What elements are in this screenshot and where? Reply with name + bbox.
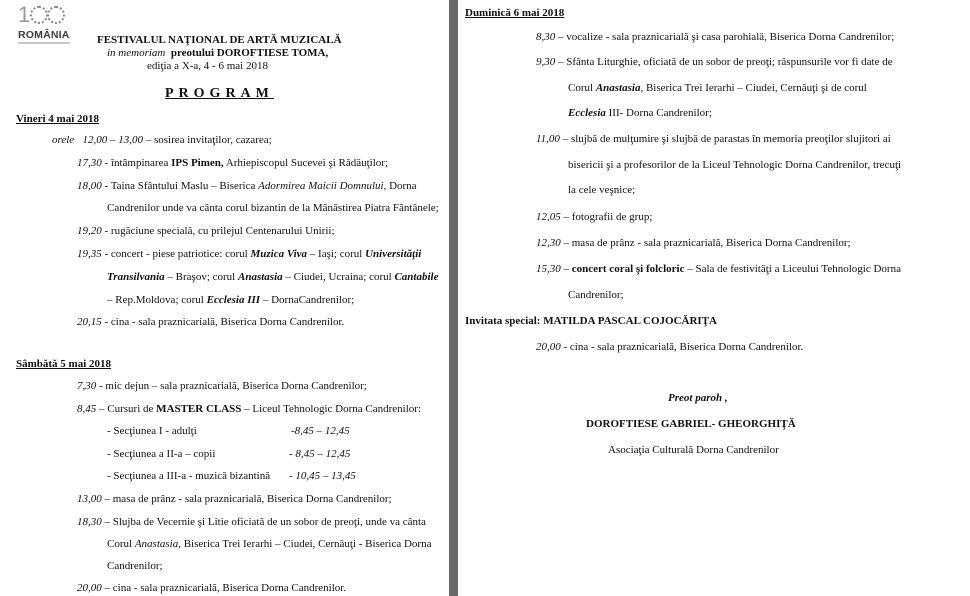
schedule-item <box>536 133 891 146</box>
item-text: – cina - sala praznicarială, Biserica Dorna Candrenilor. <box>101 582 347 594</box>
item-time: 11,00 <box>536 133 560 145</box>
signature-name: DOROFTIESE GABRIEL- GHEORGHIŢĂ <box>586 418 796 430</box>
item-text: – Sala de festivităţi a Liceului Tehnologic Dorna <box>684 263 901 275</box>
item-text: – fotografii de grup; <box>560 211 653 223</box>
masterclass-section-time: - 10,45 – 13,45 <box>289 470 356 482</box>
schedule-item <box>536 56 893 69</box>
item-text: - Taina Sfântului Maslu – Biserica <box>101 180 259 192</box>
schedule-item <box>536 237 851 250</box>
schedule-item-continuation: Candrenilor unde va cânta corul bizantin de la Mânăstirea Piatra Fântânele; <box>107 202 439 214</box>
schedule-item <box>52 134 272 147</box>
logo-one-icon: 1 <box>18 2 30 27</box>
festival-edition: ediţia a X-a, 4 - 6 mai 2018 <box>147 60 268 72</box>
schedule-item-continuation <box>568 82 867 95</box>
logo-ring-icon <box>30 6 48 24</box>
schedule-item <box>77 157 388 170</box>
item-time: 12,30 <box>536 237 561 249</box>
schedule-item <box>77 180 417 193</box>
item-time: 20,00 <box>77 582 102 594</box>
choir-name: Transilvania <box>107 271 165 283</box>
masterclass-section-time: - 8,45 – 12,45 <box>289 448 351 460</box>
item-text: - cina - sala praznicarială, Biserica Dorna Candrenilor. <box>560 341 804 353</box>
item-text: Corul <box>107 538 135 550</box>
item-text: – Braşov; corul <box>164 271 238 283</box>
special-guest: Invitata special: MATILDA PASCAL COJOCĂRIŢA <box>465 315 717 327</box>
item-text: Corul <box>568 82 596 94</box>
choir-name: Ecclesia <box>568 107 606 119</box>
schedule-item-continuation: la cele veşnice; <box>568 184 636 196</box>
right-page <box>458 0 970 596</box>
left-page <box>0 0 449 596</box>
item-time: 19,35 <box>77 248 102 260</box>
schedule-item-continuation <box>568 107 712 120</box>
choir-name: Universităţii <box>365 248 422 260</box>
schedule-item <box>77 516 426 529</box>
logo-tagline <box>18 42 70 44</box>
choir-name: Anastasia <box>595 82 641 94</box>
item-text: Arhiepiscopul Sucevei şi Rădăuţilor; <box>223 157 389 169</box>
schedule-item <box>77 493 392 506</box>
time-prefix: orele <box>52 134 75 146</box>
schedule-item-continuation <box>107 538 431 551</box>
item-highlight: Adormirea Maicii Domnului <box>258 180 384 192</box>
item-time: 12,00 – 13,00 <box>82 134 143 146</box>
logo-ring-icon <box>47 6 65 24</box>
schedule-item <box>536 211 652 224</box>
schedule-item-continuation <box>107 294 354 307</box>
masterclass-section: - Secţiunea I - adulţi <box>107 425 197 437</box>
item-text: - concert - piese patriotice: corul <box>101 248 251 260</box>
schedule-item <box>536 263 901 276</box>
item-text: - cina - sala praznicarială, Biserica Dorna Candrenilor. <box>101 316 345 328</box>
festival-title: FESTIVALUL NAŢIONAL DE ARTĂ MUZICALĂ <box>97 34 342 46</box>
item-text: – Iaşi; corul <box>307 248 366 260</box>
item-text: – Liceul Tehnologic Dorna Candrenilor: <box>241 403 421 415</box>
choir-name: Ecclesia III <box>206 294 261 306</box>
item-text: , Biserica Trei Ierarhi – Ciudei, Cernăuţi - Biserica Dorna <box>178 538 432 550</box>
schedule-item-continuation <box>107 271 438 284</box>
masterclass-section: - Secţiunea a III-a - muzică bizantină <box>107 470 271 482</box>
festival-subtitle <box>107 47 328 60</box>
dedication-name: preotului DOROFTIESE TOMA, <box>170 47 329 59</box>
item-time: 7,30 <box>77 380 97 392</box>
choir-name: Anastasia <box>134 538 179 550</box>
schedule-item-continuation: bisericii şi a profesorilor de la Liceul Tehnologic Dorna Candrenilor, trecuţi <box>568 159 902 171</box>
item-text: – vocalize - sala praznicarială şi casa parohială, Biserica Dorna Candrenilor; <box>555 31 895 43</box>
item-text: – masa de prânz - sala praznicarială, Biserica Dorna Candrenilor; <box>560 237 851 249</box>
item-text: , Biserica Trei Ierarhi – Ciudei, Cernăuţi şi de corul <box>640 82 867 94</box>
item-text: - mic dejun – sala praznicarială, Biserica Dorna Candrenilor; <box>96 380 367 392</box>
item-text: III- Dorna Candrenilor; <box>605 107 712 119</box>
item-time: 15,30 <box>536 263 561 275</box>
item-time: 20,00 <box>536 341 561 353</box>
schedule-item-continuation: Candrenilor; <box>107 560 163 572</box>
item-time: 18,30 <box>77 516 102 528</box>
program-title: PROGRAM <box>165 86 274 101</box>
item-time: 9,30 <box>536 56 556 68</box>
item-text: – <box>560 263 572 275</box>
masterclass-section-time: -8,45 – 12,45 <box>291 425 350 437</box>
choir-name: Cantabile <box>394 271 439 283</box>
item-text: – Ciudei, Ucraina; corul <box>282 271 395 283</box>
item-text: – Rep.Moldova; corul <box>107 294 207 306</box>
schedule-item <box>536 341 803 354</box>
item-text: - întâmpinarea <box>101 157 172 169</box>
day-heading-sunday: Duminică 6 mai 2018 <box>465 7 565 19</box>
item-text: – slujbă de mulţumire şi slujbă de parastas în memoria preoţilor slujitori ai <box>559 133 891 145</box>
day-heading-saturday: Sâmbătă 5 mai 2018 <box>16 358 112 370</box>
item-time: 17,30 <box>77 157 102 169</box>
choir-name: Anastasia <box>238 271 283 283</box>
item-text: – masa de prânz - sala praznicarială, Biserica Dorna Candrenilor; <box>101 493 392 505</box>
romania-100-logo <box>14 2 74 46</box>
item-time: 8,30 <box>536 31 556 43</box>
item-time: 18,00 <box>77 180 102 192</box>
item-text: , Dorna <box>383 180 417 192</box>
item-text: – DornaCandrenilor; <box>260 294 355 306</box>
item-text: – Sfânta Liturghie, oficiată de un sobor de preoţi; răspunsurile vor fi date de <box>555 56 893 68</box>
schedule-item <box>77 225 335 238</box>
schedule-item <box>536 31 894 44</box>
in-memoriam: in memoriam <box>107 47 166 59</box>
choir-name: Muzica Viva <box>250 248 308 260</box>
masterclass-section: - Secţiunea a II-a – copii <box>107 448 216 460</box>
day-heading-friday: Vineri 4 mai 2018 <box>16 113 99 125</box>
item-time: 8,45 <box>77 403 97 415</box>
schedule-item <box>77 316 344 329</box>
schedule-item <box>77 582 346 595</box>
schedule-item-continuation: Candrenilor; <box>568 289 624 301</box>
item-text: – Slujba de Vecernie şi Litie oficiată de un sobor de preoţi, unde va cânta <box>101 516 426 528</box>
schedule-item <box>77 403 421 416</box>
schedule-item <box>77 380 367 393</box>
item-text: - rugăciune specială, cu prilejul Centenarului Unirii; <box>101 225 335 237</box>
signature-role: Preot paroh , <box>668 392 728 404</box>
page-divider <box>449 0 458 596</box>
schedule-item <box>77 248 421 261</box>
logo-word: ROMÂNIA <box>18 29 70 41</box>
item-time: 20,15 <box>77 316 102 328</box>
signature-organization: Asociaţia Culturală Dorna Candrenilor <box>608 444 779 456</box>
item-text: – sosirea invitaţilor, cazarea; <box>142 134 272 146</box>
item-time: 19,20 <box>77 225 102 237</box>
item-highlight: IPS Pimen, <box>171 157 224 169</box>
item-time: 13,00 <box>77 493 102 505</box>
item-highlight: MASTER CLASS <box>156 403 242 415</box>
item-text: – Cursuri de <box>96 403 157 415</box>
item-highlight: concert coral şi folcloric <box>571 263 685 275</box>
item-time: 12,05 <box>536 211 561 223</box>
